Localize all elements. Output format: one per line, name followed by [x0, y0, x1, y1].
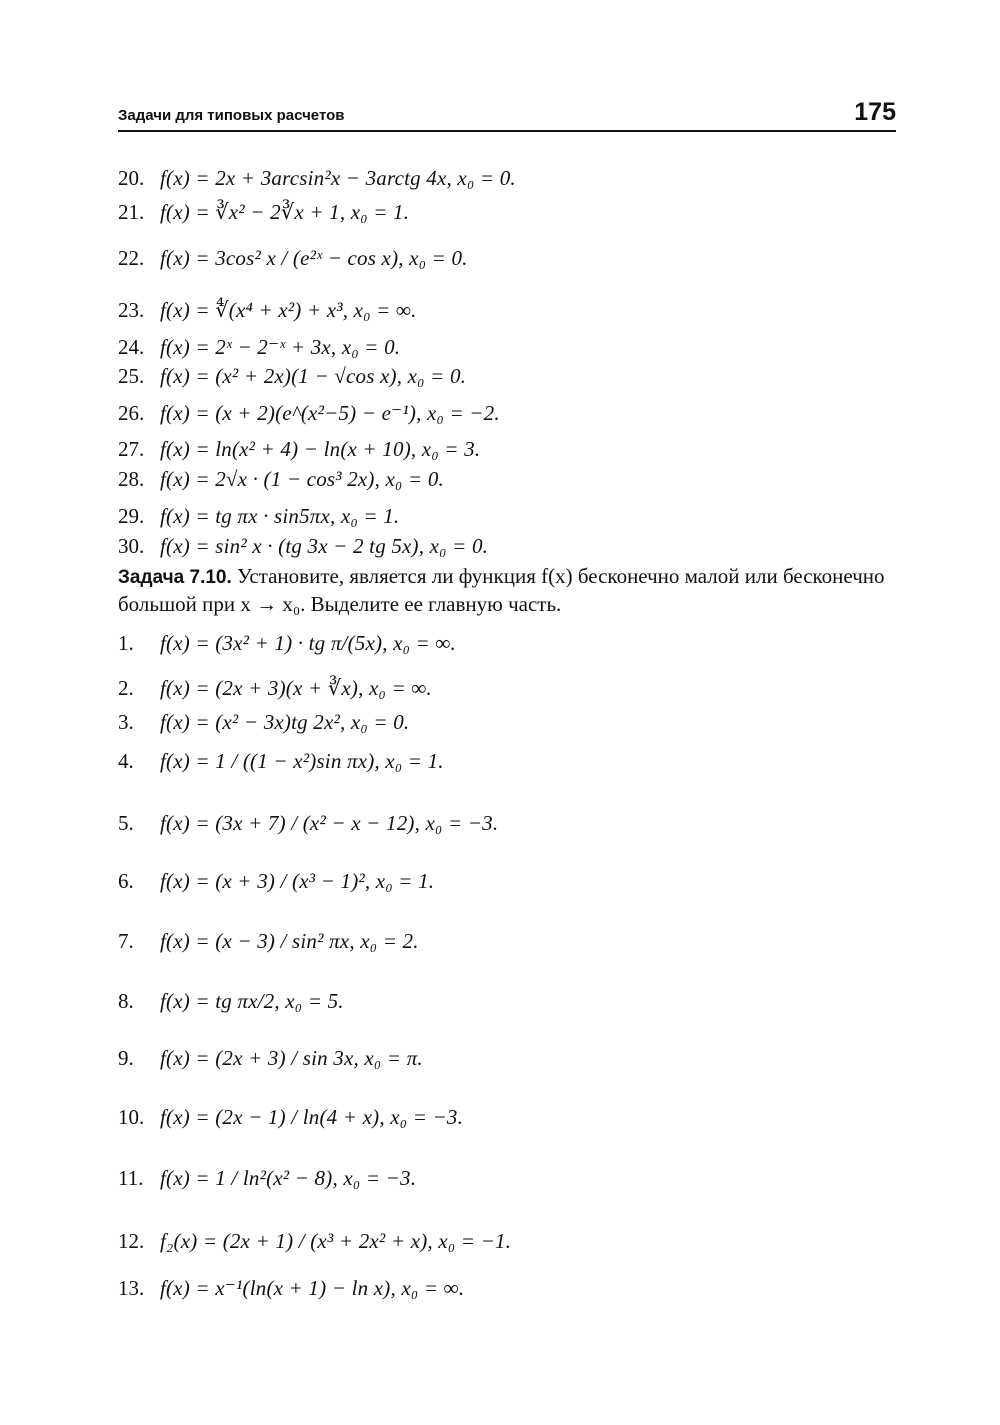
list-item [118, 868, 898, 894]
formula: f(x) = ∜(x⁴ + x²) + x³, x₀ = ∞. [160, 298, 417, 322]
page-number: 175 [854, 98, 896, 126]
page-header [118, 96, 896, 132]
list-item [118, 165, 898, 191]
item-number: 26. [118, 401, 145, 425]
item-number: 3. [118, 710, 134, 734]
item-number: 1. [118, 631, 134, 655]
item-number: 27. [118, 437, 145, 461]
formula: f(x) = sin² x · (tg 3x − 2 tg 5x), x₀ = 0. [160, 534, 489, 558]
item-number: 24. [118, 335, 145, 359]
item-number: 7. [118, 929, 134, 953]
list-item [118, 436, 898, 462]
running-title: Задачи для типовых расчетов [118, 107, 345, 124]
item-number: 28. [118, 467, 145, 491]
list-item [118, 466, 898, 492]
item-number: 2. [118, 676, 134, 700]
list-item [118, 400, 898, 426]
item-number: 5. [118, 811, 134, 835]
formula: f(x) = (x² − 3x)tg 2x², x₀ = 0. [160, 710, 410, 734]
list-item [118, 1275, 898, 1301]
formula: f(x) = (x − 3) / sin² πx, x₀ = 2. [160, 929, 419, 953]
formula: f(x) = tg πx · sin5πx, x₀ = 1. [160, 504, 400, 528]
formula: f(x) = (2x + 3)(x + ∛x), x₀ = ∞. [160, 676, 432, 700]
list-item [118, 1228, 898, 1254]
formula: f(x) = ln(x² + 4) − ln(x + 10), x₀ = 3. [160, 437, 481, 461]
item-number: 21. [118, 200, 145, 224]
task-statement [118, 563, 888, 618]
formula: f(x) = 2ˣ − 2⁻ˣ + 3x, x₀ = 0. [160, 335, 401, 359]
item-number: 9. [118, 1046, 134, 1070]
item-number: 12. [118, 1229, 145, 1253]
list-item [118, 748, 898, 774]
list-item [118, 810, 898, 836]
formula: f(x) = (x + 2)(e^(x²−5) − e⁻¹), x₀ = −2. [160, 401, 500, 425]
list-item [118, 533, 898, 559]
formula: f(x) = (x + 3) / (x³ − 1)², x₀ = 1. [160, 869, 435, 893]
formula: f(x) = x⁻¹(ln(x + 1) − ln x), x₀ = ∞. [160, 1276, 465, 1300]
list-item [118, 297, 898, 323]
item-number: 22. [118, 246, 145, 270]
list-item [118, 199, 898, 225]
list-item [118, 245, 898, 271]
formula: f(x) = 2x + 3arcsin²x − 3arctg 4x, x₀ = 0. [160, 166, 516, 190]
formula: f(x) = (x² + 2x)(1 − √cos x), x₀ = 0. [160, 364, 467, 388]
formula: f(x) = 2√x · (1 − cos³ 2x), x₀ = 0. [160, 467, 444, 491]
formula: f(x) = 3cos² x / (e²ˣ − cos x), x₀ = 0. [160, 246, 468, 270]
item-number: 23. [118, 298, 145, 322]
list-item [118, 363, 898, 389]
item-number: 10. [118, 1105, 145, 1129]
list-item [118, 1045, 898, 1071]
list-item [118, 503, 898, 529]
list-item [118, 709, 898, 735]
formula: f(x) = ∛x² − 2∛x + 1, x₀ = 1. [160, 200, 410, 224]
item-number: 4. [118, 749, 134, 773]
list-item [118, 928, 898, 954]
formula: f(x) = (3x + 7) / (x² − x − 12), x₀ = −3. [160, 811, 499, 835]
item-number: 11. [118, 1166, 144, 1190]
item-number: 30. [118, 534, 145, 558]
list-item [118, 1104, 898, 1130]
formula: f(x) = (3x² + 1) · tg π/(5x), x₀ = ∞. [160, 631, 456, 655]
list-item [118, 988, 898, 1014]
formula: f(x) = 1 / ((1 − x²)sin πx), x₀ = 1. [160, 749, 444, 773]
formula: f(x) = (2x + 3) / sin 3x, x₀ = π. [160, 1046, 423, 1070]
item-number: 29. [118, 504, 145, 528]
item-number: 20. [118, 166, 145, 190]
formula: f(x) = tg πx/2, x₀ = 5. [160, 989, 344, 1013]
list-item [118, 334, 898, 360]
task-label: Задача 7.10. [118, 567, 232, 588]
item-number: 13. [118, 1276, 145, 1300]
formula: f(x) = 1 / ln²(x² − 8), x₀ = −3. [160, 1166, 417, 1190]
formula: f(x) = (2x − 1) / ln(4 + x), x₀ = −3. [160, 1105, 464, 1129]
formula: f₂(x) = (2x + 1) / (x³ + 2x² + x), x₀ = −1. [160, 1229, 512, 1253]
item-number: 8. [118, 989, 134, 1013]
list-item [118, 675, 898, 701]
item-number: 6. [118, 869, 134, 893]
task-text: Установите, является ли функция f(x) бесконечно малой или бесконечно большой при x → x₀. Выделите ее главную часть. [118, 564, 885, 616]
item-number: 25. [118, 364, 145, 388]
list-item [118, 630, 898, 656]
list-item [118, 1165, 898, 1191]
